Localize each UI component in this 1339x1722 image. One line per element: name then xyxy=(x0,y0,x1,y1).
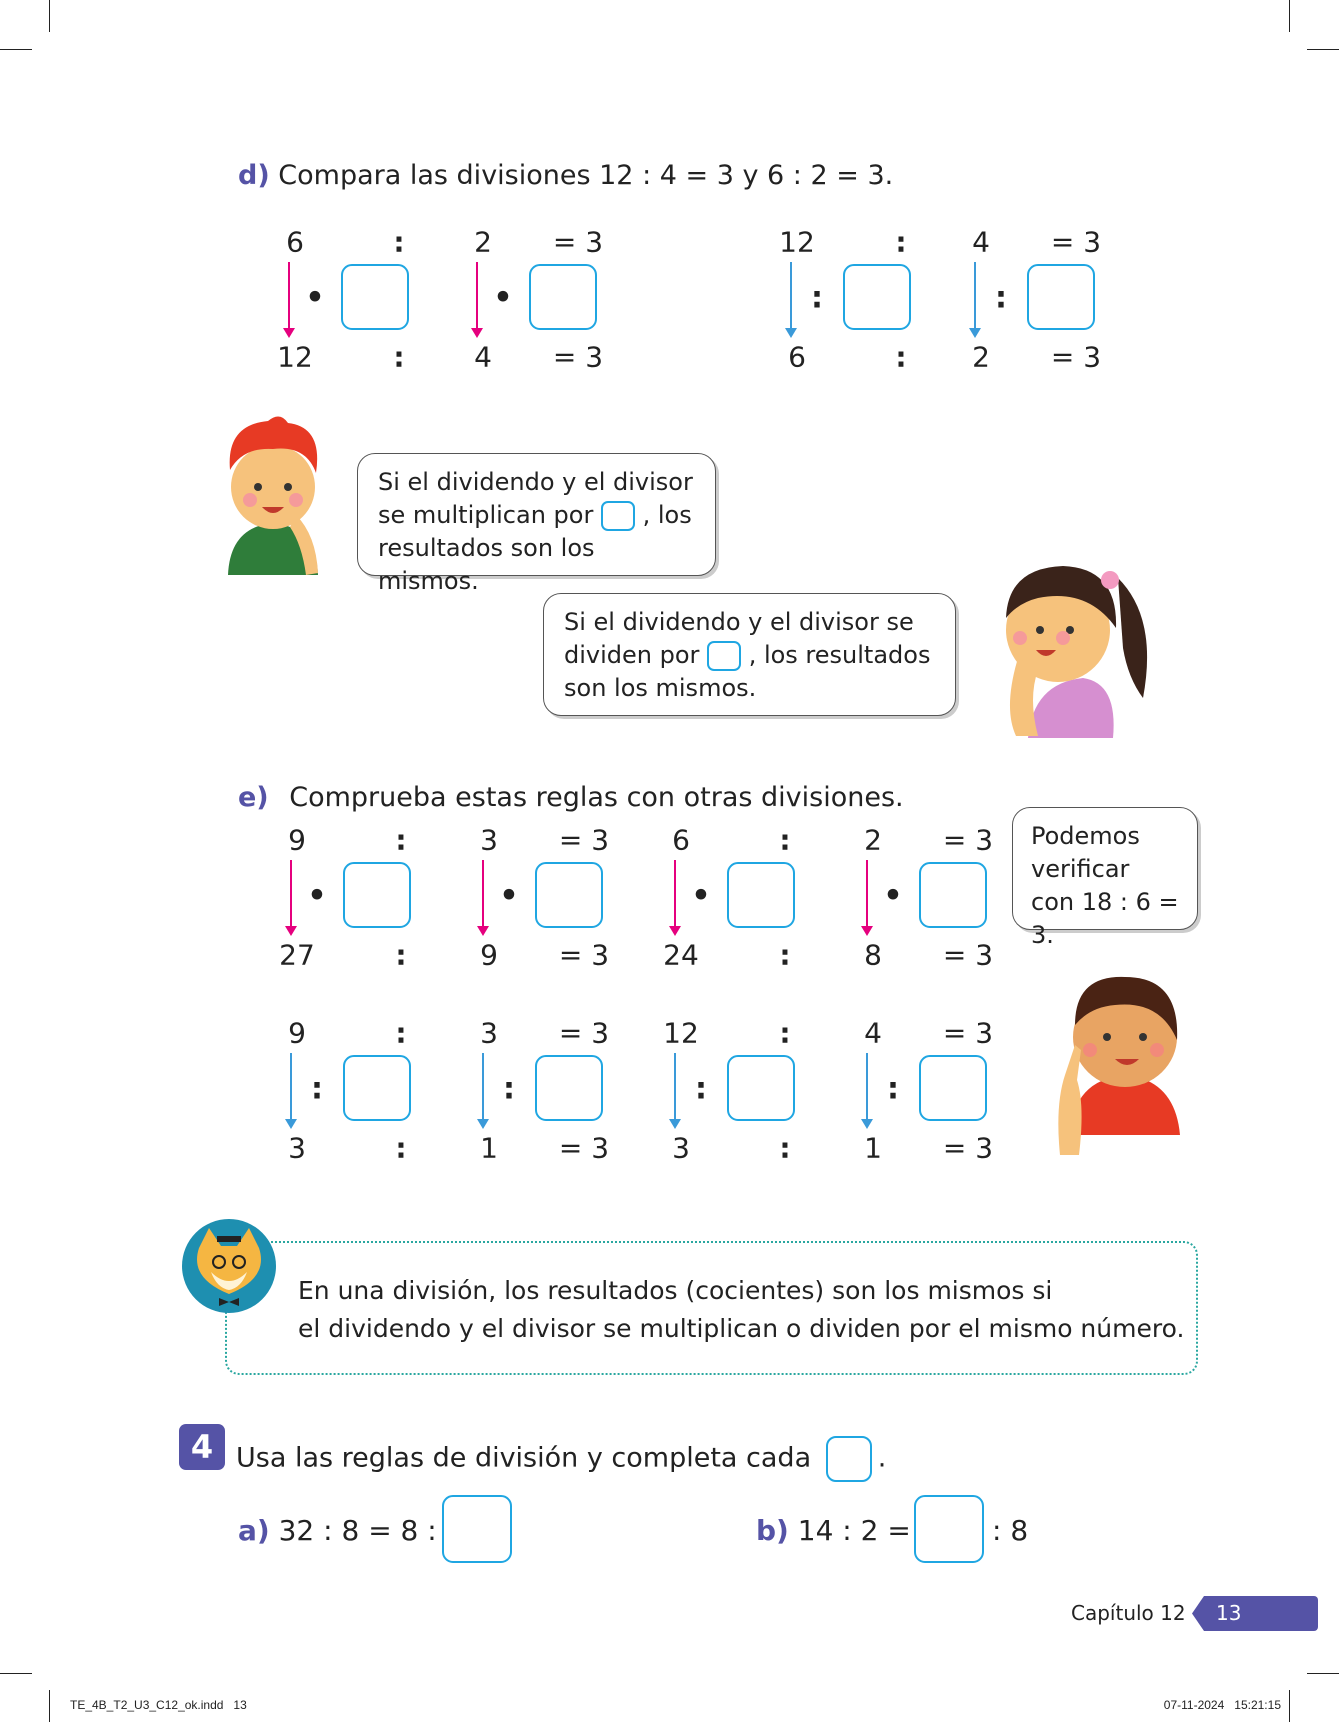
result-top: = 3 xyxy=(558,1016,610,1050)
page-number-tab xyxy=(1192,1596,1318,1631)
girl-speech-bubble xyxy=(543,593,956,716)
section-d-text: Compara las divisiones 12 : 4 = 3 y 6 : 2 = 3. xyxy=(278,160,894,191)
crop-mark xyxy=(1307,1673,1339,1674)
division-colon-bottom: : xyxy=(395,938,407,972)
slug-file: TE_4B_T2_U3_C12_ok.indd 13 xyxy=(70,1698,247,1712)
crop-mark xyxy=(1307,49,1339,50)
dividend-top: 12 xyxy=(779,225,815,259)
multiply-dot-icon: • xyxy=(307,878,327,914)
chapter-label: Capítulo 12 xyxy=(1071,1601,1186,1625)
crop-mark xyxy=(0,1673,32,1674)
divide-colon-icon: : xyxy=(503,1071,515,1107)
exercise-4b-expression: 14 : 2 = xyxy=(797,1514,911,1547)
dividend-bottom: 12 xyxy=(277,340,313,374)
exercise-4a-expression: 32 : 8 = 8 : xyxy=(278,1514,437,1547)
result-bottom: = 3 xyxy=(558,1131,610,1165)
instruction-text: Usa las reglas de división y completa cada xyxy=(236,1442,812,1474)
multiply-dot-icon: • xyxy=(883,878,903,914)
dividend-bottom: 3 xyxy=(672,1131,690,1165)
division-colon-bottom: : xyxy=(393,340,405,374)
blue-down-arrow-icon xyxy=(866,1053,868,1127)
divisor-bottom: 4 xyxy=(474,340,492,374)
blue-down-arrow-icon xyxy=(674,1053,676,1127)
multiply-dot-icon: • xyxy=(499,878,519,914)
exercise-4b xyxy=(756,1514,911,1547)
pink-down-arrow-icon xyxy=(288,262,290,336)
result-bottom: = 3 xyxy=(558,938,610,972)
result-top: = 3 xyxy=(552,225,604,259)
result-bottom: = 3 xyxy=(942,1131,994,1165)
exercise-4b-answer-box[interactable] xyxy=(914,1495,984,1563)
dividend-factor-answer-box[interactable] xyxy=(727,1055,795,1121)
section-d-heading xyxy=(238,160,893,191)
section-e-label: e) xyxy=(238,782,269,813)
crop-mark xyxy=(1289,0,1290,32)
division-colon-bottom: : xyxy=(395,1131,407,1165)
exercise-4b-label: b) xyxy=(756,1514,789,1547)
division-colon-top: : xyxy=(779,823,791,857)
divisor-bottom: 1 xyxy=(480,1131,498,1165)
crop-mark xyxy=(49,1690,50,1722)
pink-down-arrow-icon xyxy=(866,860,868,934)
dividend-factor-answer-box[interactable] xyxy=(343,862,411,928)
section-e-text: Comprueba estas reglas con otras divisiones. xyxy=(289,782,904,813)
answer-box[interactable] xyxy=(601,501,635,531)
boy-pointing-illustration xyxy=(1045,955,1185,1155)
divisor-factor-answer-box[interactable] xyxy=(1027,264,1095,330)
section-d-label: d) xyxy=(238,160,270,191)
boy-speech-bubble xyxy=(357,453,716,595)
blue-down-arrow-icon xyxy=(790,262,792,336)
bubble-text-start: Si el dividendo y el divisor se multiplican por xyxy=(378,468,693,529)
exercise-4-instruction xyxy=(236,1436,886,1482)
bubble-text-start: Si el dividendo y el divisor se dividen por xyxy=(564,608,914,669)
division-colon-top: : xyxy=(393,225,405,259)
dividend-top: 6 xyxy=(672,823,690,857)
divisor-top: 4 xyxy=(864,1016,882,1050)
rule-text xyxy=(298,1272,1184,1348)
divisor-bottom: 1 xyxy=(864,1131,882,1165)
division-colon-bottom: : xyxy=(895,340,907,374)
boy2-speech-bubble xyxy=(1012,807,1198,949)
result-top: = 3 xyxy=(1050,225,1102,259)
divide-colon-icon: : xyxy=(887,1071,899,1107)
blue-down-arrow-icon xyxy=(290,1053,292,1127)
divisor-top: 2 xyxy=(864,823,882,857)
blue-down-arrow-icon xyxy=(482,1053,484,1127)
dividend-factor-answer-box[interactable] xyxy=(343,1055,411,1121)
answer-box[interactable] xyxy=(707,641,741,671)
crop-mark xyxy=(49,0,50,32)
dividend-top: 12 xyxy=(663,1016,699,1050)
fox-teacher-icon xyxy=(181,1218,277,1314)
rule-line-1: En una división, los resultados (cocientes) son los mismos si xyxy=(298,1276,1053,1305)
page-number: 13 xyxy=(1216,1601,1242,1625)
multiply-dot-icon: • xyxy=(305,280,325,316)
multiply-dot-icon: • xyxy=(493,280,513,316)
pink-down-arrow-icon xyxy=(290,860,292,934)
exercise-4a xyxy=(238,1514,437,1547)
divisor-factor-answer-box[interactable] xyxy=(919,1055,987,1121)
divisor-top: 3 xyxy=(480,823,498,857)
pink-down-arrow-icon xyxy=(482,860,484,934)
multiply-dot-icon: • xyxy=(691,878,711,914)
dividend-factor-answer-box[interactable] xyxy=(341,264,409,330)
divisor-top: 2 xyxy=(474,225,492,259)
divisor-bottom: 8 xyxy=(864,938,882,972)
girl-thinking-illustration xyxy=(998,558,1153,740)
divisor-bottom: 2 xyxy=(972,340,990,374)
divide-colon-icon: : xyxy=(695,1071,707,1107)
divisor-factor-answer-box[interactable] xyxy=(535,1055,603,1121)
result-top: = 3 xyxy=(942,1016,994,1050)
boy-thinking-illustration xyxy=(218,415,333,580)
result-bottom: = 3 xyxy=(552,340,604,374)
rule-line-2: el dividendo y el divisor se multiplican o dividen por el mismo número. xyxy=(298,1314,1185,1343)
dividend-top: 6 xyxy=(286,225,304,259)
division-colon-top: : xyxy=(895,225,907,259)
blue-down-arrow-icon xyxy=(974,262,976,336)
crop-mark xyxy=(0,49,32,50)
dividend-bottom: 6 xyxy=(788,340,806,374)
instruction-end: . xyxy=(877,1442,887,1474)
divisor-factor-answer-box[interactable] xyxy=(529,264,597,330)
divisor-top: 4 xyxy=(972,225,990,259)
bubble-text-end: , los resultados son los mismos. xyxy=(378,501,692,595)
result-bottom: = 3 xyxy=(942,938,994,972)
division-colon-top: : xyxy=(395,823,407,857)
dividend-bottom: 24 xyxy=(663,938,699,972)
divide-colon-icon: : xyxy=(811,280,823,316)
dividend-top: 9 xyxy=(288,823,306,857)
division-colon-bottom: : xyxy=(779,938,791,972)
exercise-4a-label: a) xyxy=(238,1514,270,1547)
divide-colon-icon: : xyxy=(995,280,1007,316)
divisor-factor-answer-box[interactable] xyxy=(535,862,603,928)
division-colon-top: : xyxy=(395,1016,407,1050)
exercise-number-badge: 4 xyxy=(179,1424,225,1470)
divisor-top: 3 xyxy=(480,1016,498,1050)
result-top: = 3 xyxy=(942,823,994,857)
divisor-bottom: 9 xyxy=(480,938,498,972)
answer-box-sample xyxy=(826,1436,872,1482)
division-colon-top: : xyxy=(779,1016,791,1050)
division-colon-bottom: : xyxy=(779,1131,791,1165)
result-top: = 3 xyxy=(558,823,610,857)
exercise-4b-expression-end: : 8 xyxy=(992,1514,1029,1547)
section-e-heading xyxy=(238,782,904,813)
divide-colon-icon: : xyxy=(311,1071,323,1107)
dividend-factor-answer-box[interactable] xyxy=(727,862,795,928)
slug-date: 07-11-2024 15:21:15 xyxy=(1163,1698,1281,1712)
dividend-top: 9 xyxy=(288,1016,306,1050)
crop-mark xyxy=(1289,1690,1290,1722)
pink-down-arrow-icon xyxy=(674,860,676,934)
bubble-text: Podemos verificar con 18 : 6 = 3. xyxy=(1031,822,1179,949)
dividend-factor-answer-box[interactable] xyxy=(843,264,911,330)
exercise-4a-answer-box[interactable] xyxy=(442,1495,512,1563)
dividend-bottom: 27 xyxy=(279,938,315,972)
bubble-text-end: , los resultados son los mismos. xyxy=(564,641,931,702)
pink-down-arrow-icon xyxy=(476,262,478,336)
dividend-bottom: 3 xyxy=(288,1131,306,1165)
divisor-factor-answer-box[interactable] xyxy=(919,862,987,928)
result-bottom: = 3 xyxy=(1050,340,1102,374)
